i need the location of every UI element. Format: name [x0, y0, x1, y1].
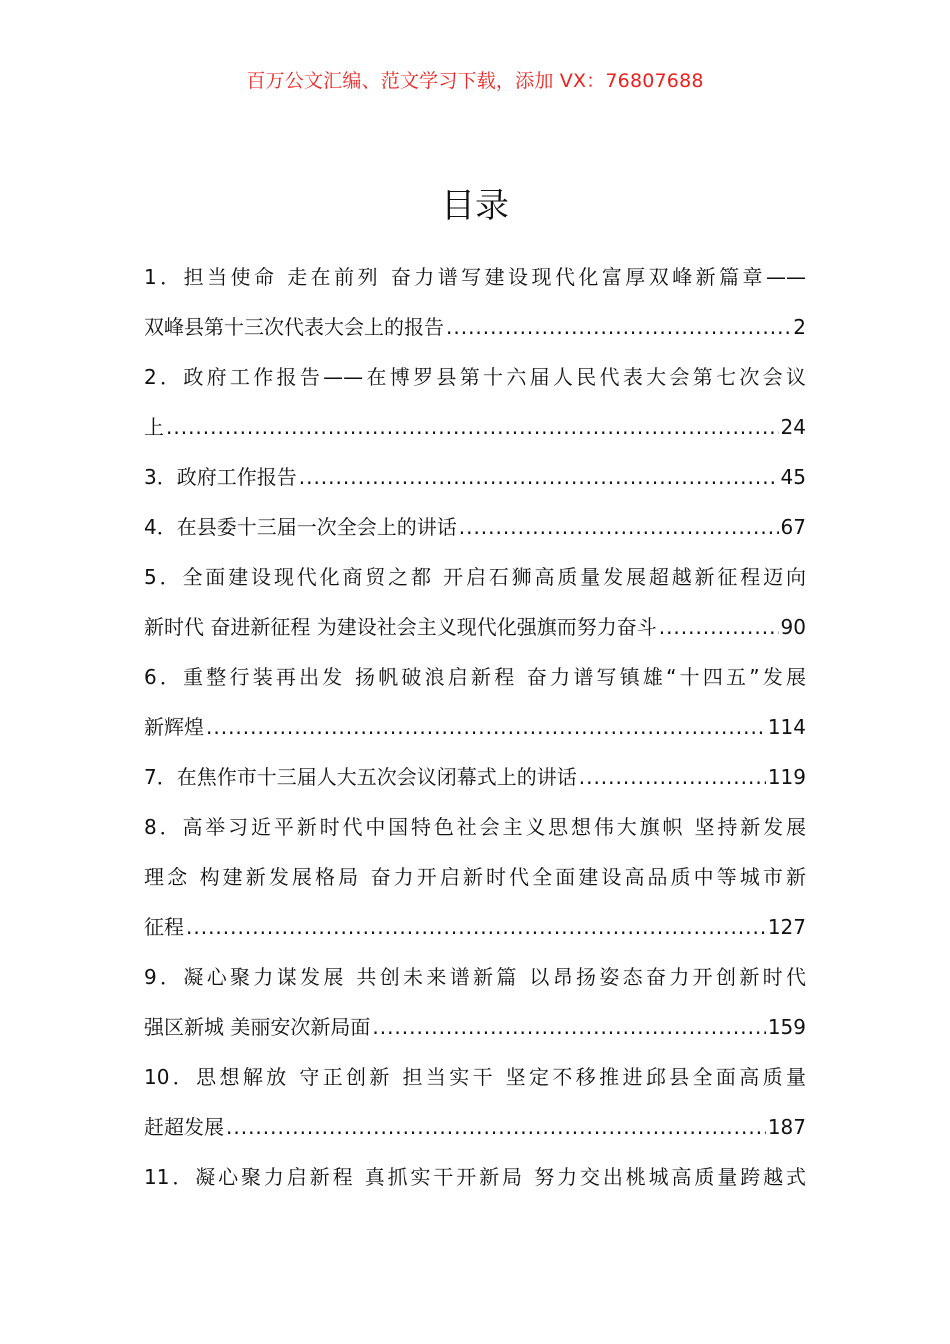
table-of-contents	[144, 252, 806, 1202]
toc-page-number: 159	[767, 1015, 806, 1039]
toc-page-number: 90	[780, 615, 806, 639]
toc-leader-dots	[459, 502, 779, 552]
toc-page-number: 2	[793, 315, 806, 339]
toc-page-number: 114	[767, 715, 806, 739]
toc-page-number: 187	[767, 1115, 806, 1139]
toc-entry-title: 新时代 奋进新征程 为建设社会主义现代化强旗而努力奋斗	[144, 615, 657, 639]
toc-entry-line[interactable]	[144, 902, 806, 952]
toc-entry-line[interactable]: 理念 构建新发展格局 奋力开启新时代全面建设高品质中等城市新	[144, 865, 806, 889]
toc-entry-line[interactable]: 6．重整行装再出发 扬帆破浪启新程 奋力谱写镇雄“十四五”发展	[144, 665, 806, 689]
toc-leader-dots	[166, 402, 779, 452]
toc-leader-dots	[206, 702, 766, 752]
toc-entry-line[interactable]	[144, 752, 806, 802]
toc-page-number: 24	[780, 415, 806, 439]
toc-leader-dots	[659, 602, 779, 652]
toc-entry-title: 3．政府工作报告	[144, 465, 297, 489]
toc-leader-dots	[226, 1102, 766, 1152]
toc-leader-dots	[446, 302, 791, 352]
toc-entry-title: 4．在县委十三届一次全会上的讲话	[144, 515, 457, 539]
toc-entry-line[interactable]	[144, 702, 806, 752]
toc-page-number: 119	[767, 765, 806, 789]
page-title: 目录	[441, 186, 509, 226]
toc-entry-line[interactable]	[144, 302, 806, 352]
toc-page-number: 45	[780, 465, 806, 489]
toc-leader-dots	[186, 902, 766, 952]
toc-leader-dots	[579, 752, 766, 802]
toc-entry-title: 征程	[144, 915, 184, 939]
toc-entry-title: 7．在焦作市十三届人大五次会议闭幕式上的讲话	[144, 765, 577, 789]
toc-entry-line[interactable]: 11．凝心聚力启新程 真抓实干开新局 努力交出桃城高质量跨越式	[144, 1165, 806, 1189]
toc-entry-title: 强区新城 美丽安次新局面	[144, 1015, 371, 1039]
toc-entry-line[interactable]	[144, 1102, 806, 1152]
watermark-header: 百万公文汇编、范文学习下载，添加 VX：76807688	[246, 70, 704, 92]
toc-entry-line[interactable]	[144, 1002, 806, 1052]
toc-entry-line[interactable]	[144, 402, 806, 452]
toc-entry-line[interactable]: 1．担当使命 走在前列 奋力谱写建设现代化富厚双峰新篇章——	[144, 265, 806, 289]
toc-entry-title: 上	[144, 415, 164, 439]
toc-entry-line[interactable]	[144, 602, 806, 652]
toc-page-number: 127	[767, 915, 806, 939]
toc-entry-title: 新辉煌	[144, 715, 204, 739]
toc-entry-line[interactable]: 2．政府工作报告——在博罗县第十六届人民代表大会第七次会议	[144, 365, 806, 389]
toc-leader-dots	[299, 452, 779, 502]
toc-page-number: 67	[780, 515, 806, 539]
toc-entry-line[interactable]	[144, 452, 806, 502]
toc-leader-dots	[372, 1002, 765, 1052]
toc-entry-line[interactable]: 8．高举习近平新时代中国特色社会主义思想伟大旗帜 坚持新发展	[144, 815, 806, 839]
toc-entry-line[interactable]: 5．全面建设现代化商贸之都 开启石狮高质量发展超越新征程迈向	[144, 565, 806, 589]
toc-entry-line[interactable]	[144, 502, 806, 552]
toc-entry-line[interactable]: 10．思想解放 守正创新 担当实干 坚定不移推进邱县全面高质量	[144, 1065, 806, 1089]
toc-entry-line[interactable]: 9．凝心聚力谋发展 共创未来谱新篇 以昂扬姿态奋力开创新时代	[144, 965, 806, 989]
toc-entry-title: 双峰县第十三次代表大会上的报告	[144, 315, 444, 339]
toc-entry-title: 赶超发展	[144, 1115, 224, 1139]
